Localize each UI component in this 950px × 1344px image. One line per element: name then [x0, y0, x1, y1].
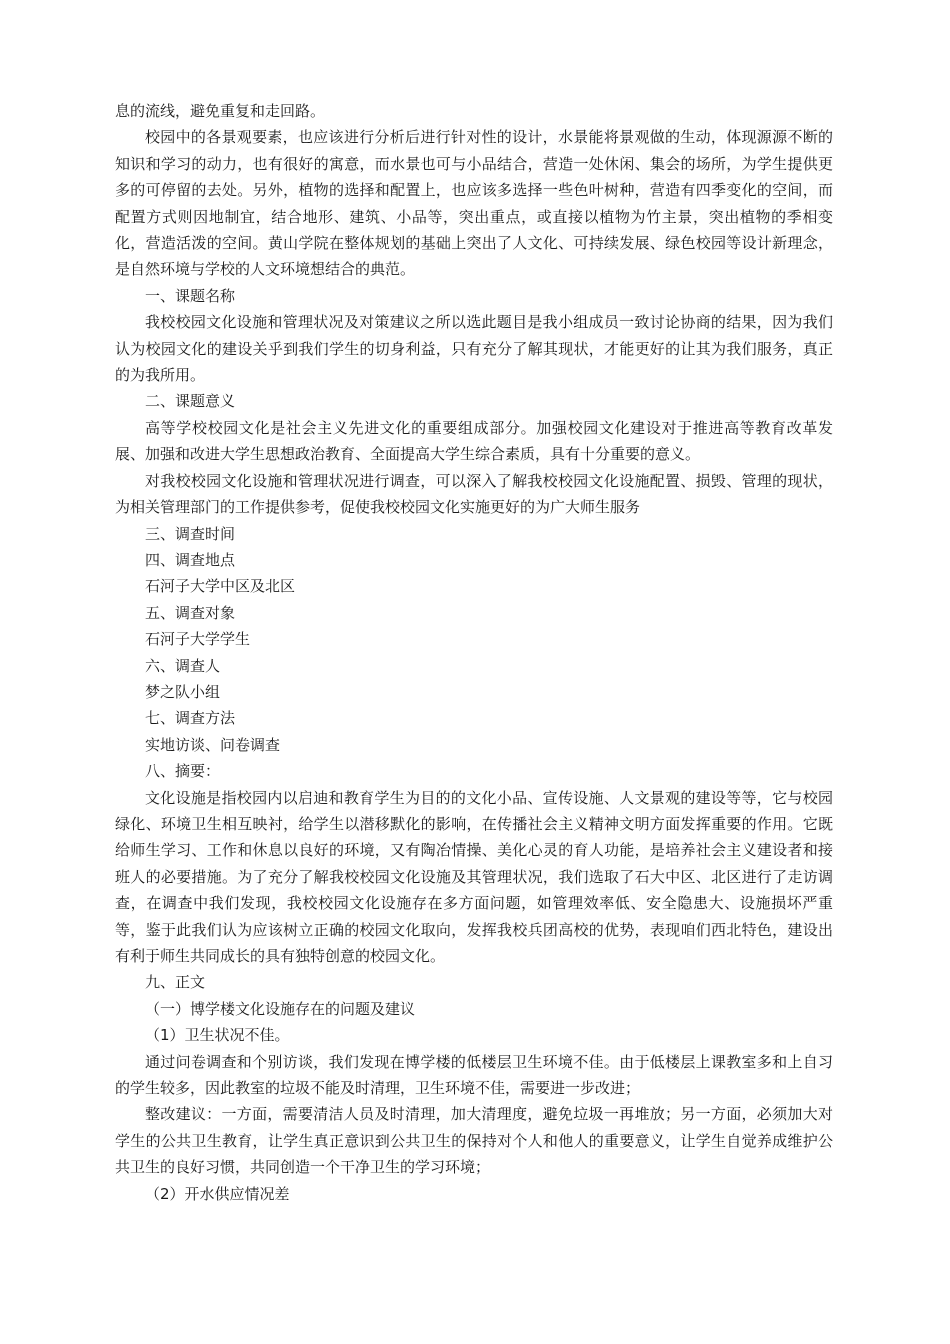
document-page: [115, 98, 833, 1207]
paragraph-topic-name: 我校校园文化设施和管理状况及对策建议之所以选此题目是我小组成员一致讨论协商的结果，因为我们认为校园文化的建设关乎到我们学生的切身利益，只有充分了解其现状，才能更好的让其为我们服务，真正的为我所用。: [115, 313, 833, 385]
value-survey-location: 石河子大学中区及北区: [145, 577, 296, 596]
heading-survey-location: 四、调查地点: [145, 550, 236, 569]
value-surveyor: 梦之队小组: [145, 682, 221, 701]
paragraph-hygiene-issue: 通过问卷调查和个别访谈，我们发现在博学楼的低楼层卫生环境不佳。由于低楼层上课教室多和上自习的学生较多，因此教室的垃圾不能及时清理，卫生环境不佳，需要进一步改进；: [115, 1052, 833, 1098]
heading-survey-subject: 五、调查对象: [145, 603, 236, 622]
paragraph-significance-1: 高等学校校园文化是社会主义先进文化的重要组成部分。加强校园文化建设对于推进高等教育改革发展、加强和改进大学生思想政治教育、全面提高大学生综合素质，具有十分重要的意义。: [115, 418, 833, 464]
subheading-water-supply: （2）开水供应情况差: [145, 1184, 290, 1203]
heading-survey-method: 七、调查方法: [145, 709, 236, 728]
value-survey-subject: 石河子大学学生: [145, 630, 251, 649]
paragraph-landscape: 校园中的各景观要素，也应该进行分析后进行针对性的设计，水景能将景观做的生动，体现源源不断的知识和学习的动力，也有很好的寓意，而水景也可与小品结合，营造一处休闲、集会的场所，为学生提供更多的可停留的去处。另外，植物的选择和配置上，也应该多选择一些色叶树种，营造有四季变化的空间，而配置方式则因地制宜，结合地形、建筑、小品等，突出重点，或直接以植物为竹主景，突出植物的季相变化，营造活泼的空间。黄山学院在整体规划的基础上突出了人文化、可持续发展、绿色校园等设计新理念，是自然环境与学校的人文环境想结合的典范。: [115, 128, 833, 279]
paragraph-significance-2: 对我校校园文化设施和管理状况进行调查，可以深入了解我校校园文化设施配置、损毁、管理的现状，为相关管理部门的工作提供参考，促使我校校园文化实施更好的为广大师生服务: [115, 471, 833, 517]
heading-main-text: 九、正文: [145, 973, 206, 992]
subheading-hygiene: （1）卫生状况不佳。: [145, 1026, 290, 1045]
heading-topic-name: 一、课题名称: [145, 286, 236, 305]
heading-topic-significance: 二、课题意义: [145, 392, 236, 411]
paragraph-hygiene-suggestion: 整改建议：一方面，需要清洁人员及时清理，加大清理度，避免垃圾一再堆放；另一方面，必须加大对学生的公共卫生教育，让学生真正意识到公共卫生的保持对个人和他人的重要意义，让学生自觉养成维护公共卫生的良好习惯，共同创造一个干净卫生的学习环境；: [115, 1105, 833, 1177]
heading-surveyor: 六、调查人: [145, 656, 221, 675]
heading-abstract: 八、摘要：: [145, 762, 221, 781]
value-survey-method: 实地访谈、问卷调查: [145, 735, 281, 754]
paragraph-abstract: 文化设施是指校园内以启迪和教育学生为目的的文化小品、宣传设施、人文景观的建设等等，它与校园绿化、环境卫生相互映衬，给学生以潜移默化的影响，在传播社会主义精神文明方面发挥重要的作用。它既给师生学习、工作和休息以良好的环境，又有陶冶情操、美化心灵的育人功能，是培养社会主义建设者和接班人的必要措施。为了充分了解我校校园文化设施及其管理状况，我们选取了石大中区、北区进行了走访调查，在调查中我们发现，我校校园文化设施存在多方面问题，如管理效率低、安全隐患大、设施损坏严重等，鉴于此我们认为应该树立正确的校园文化取向，发挥我校兵团高校的优势，表现咱们西北特色，建设出有利于师生共同成长的具有独特创意的校园文化。: [115, 788, 833, 965]
heading-survey-time: 三、调查时间: [145, 524, 236, 543]
subheading-boxue-building: （一）博学楼文化设施存在的问题及建议: [145, 999, 416, 1018]
paragraph-continuation: 息的流线，避免重复和走回路。: [115, 102, 326, 120]
